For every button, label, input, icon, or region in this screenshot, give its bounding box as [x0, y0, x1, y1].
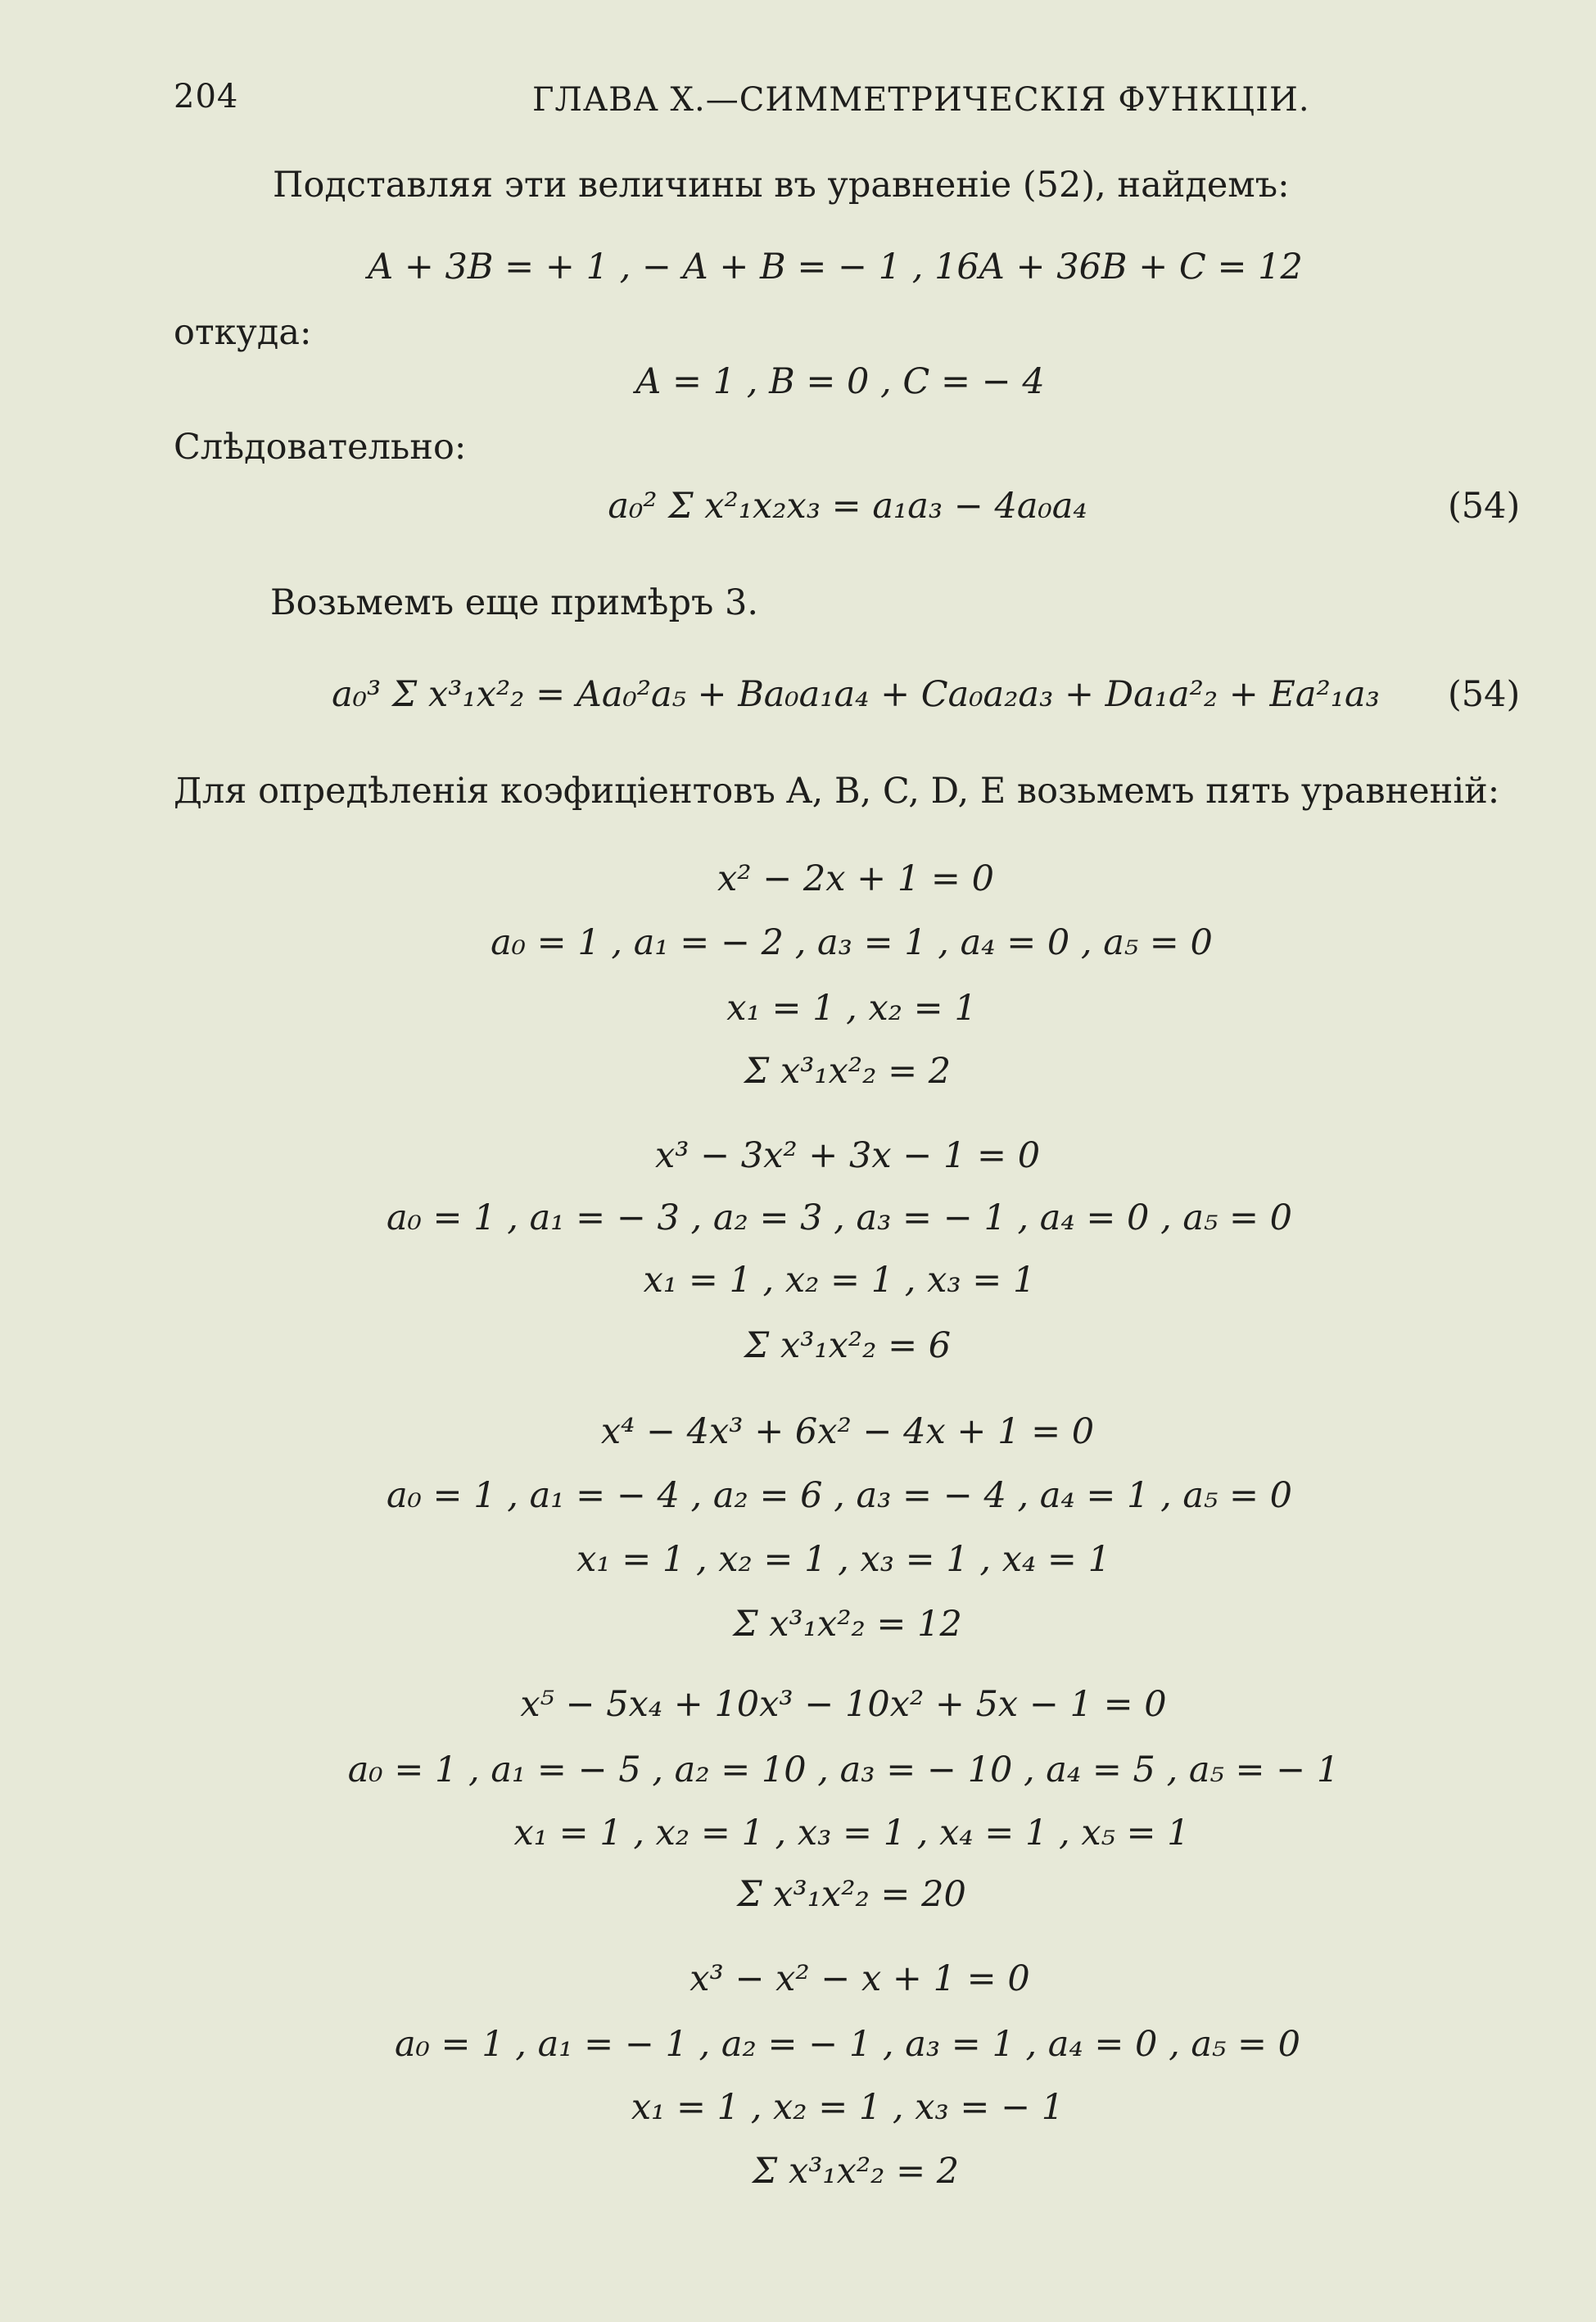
- polynomial-equation: x³ − x² − x + 1 = 0: [689, 1958, 1030, 1999]
- power-sum-line: Σ x³₁x²₂ = 20: [737, 1874, 966, 1915]
- roots-line: x₁ = 1 , x₂ = 1 , x₃ = 1 , x₄ = 1: [576, 1539, 1110, 1580]
- power-sum-line: Σ x³₁x²₂ = 2: [744, 1051, 952, 1092]
- consequently-label: Слѣдовательно:: [174, 427, 467, 468]
- example-paragraph: Возьмемъ еще примѣръ 3.: [270, 582, 759, 623]
- polynomial-equation: x³ − 3x² + 3x − 1 = 0: [654, 1135, 1041, 1176]
- equation-label: (54): [1448, 486, 1521, 527]
- coefficient-line: a₀ = 1 , a₁ = − 4 , a₂ = 6 , a₃ = − 4 , a₄ = 1 , a₅ = 0: [386, 1475, 1293, 1516]
- equation-label: (54): [1448, 674, 1521, 715]
- coefficient-line: a₀ = 1 , a₁ = − 5 , a₂ = 10 , a₃ = − 10 , a₄ = 5 , a₅ = − 1: [347, 1749, 1340, 1790]
- intro-paragraph: Подставляя эти величины въ уравненіе (52), найдемъ:: [273, 165, 1290, 206]
- result-equation: a₀² Σ x²₁x₂x₃ = a₁a₃ − 4a₀a₄: [608, 486, 1087, 527]
- roots-line: x₁ = 1 , x₂ = 1 , x₃ = 1: [643, 1260, 1036, 1301]
- page-number: 204: [174, 78, 239, 115]
- roots-line: x₁ = 1 , x₂ = 1: [726, 988, 977, 1029]
- coefficient-line: a₀ = 1 , a₁ = − 3 , a₂ = 3 , a₃ = − 1 , a₄ = 0 , a₅ = 0: [386, 1197, 1293, 1238]
- coefficient-line: a₀ = 1 , a₁ = − 1 , a₂ = − 1 , a₃ = 1 , a₄ = 0 , a₅ = 0: [394, 2024, 1301, 2065]
- power-sum-line: Σ x³₁x²₂ = 6: [744, 1325, 952, 1366]
- power-sum-line: Σ x³₁x²₂ = 12: [733, 1604, 962, 1645]
- equation-system: A + 3B = + 1 , − A + B = − 1 , 16A + 36B + C = 12: [368, 247, 1303, 287]
- power-sum-line: Σ x³₁x²₂ = 2: [752, 2151, 960, 2192]
- running-title: ГЛАВА X.—СИММЕТРИЧЕСКІЯ ФУНКЦІИ.: [532, 81, 1310, 119]
- roots-line: x₁ = 1 , x₂ = 1 , x₃ = 1 , x₄ = 1 , x₅ = 1: [513, 1813, 1190, 1854]
- coefficient-line: a₀ = 1 , a₁ = − 2 , a₃ = 1 , a₄ = 0 , a₅ = 0: [491, 922, 1213, 963]
- roots-line: x₁ = 1 , x₂ = 1 , x₃ = − 1: [631, 2087, 1065, 2128]
- polynomial-equation: x² − 2x + 1 = 0: [717, 858, 994, 899]
- polynomial-equation: x⁴ − 4x³ + 6x² − 4x + 1 = 0: [600, 1411, 1095, 1452]
- coefficients-paragraph: Для опредѣленія коэфиціентовъ A, B, C, D, E возьмемъ пять уравненій:: [174, 771, 1500, 812]
- example-equation: a₀³ Σ x³₁x²₂ = Aa₀²a₅ + Ba₀a₁a₄ + Ca₀a₂a₃ + Da₁a²₂ + Ea²₁a₃: [332, 674, 1380, 715]
- polynomial-equation: x⁵ − 5x₄ + 10x³ − 10x² + 5x − 1 = 0: [520, 1684, 1167, 1725]
- whence-label: откуда:: [174, 312, 312, 353]
- solution-line: A = 1 , B = 0 , C = − 4: [635, 361, 1045, 402]
